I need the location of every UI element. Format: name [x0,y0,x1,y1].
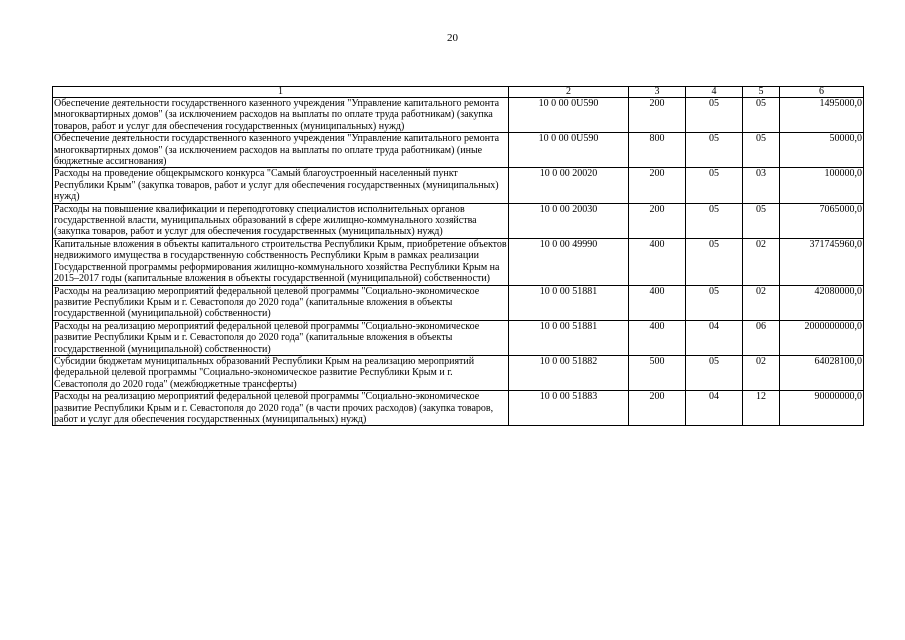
subsection-cell: 05 [743,98,780,133]
table-row [53,285,864,320]
section-cell: 05 [686,285,743,320]
expense-name-cell: Обеспечение деятельности государственного казенного учреждения "Управление капитального ремонта многоквартирных домов" (за исключением расходов на выплаты по оплате труда работникам) (закупка товаров, работ и услуг для обеспечения государственных (муниципальных) нужд) [53,98,509,133]
amount-cell: 50000,0 [780,133,864,168]
section-cell: 04 [686,391,743,426]
expense-type-cell: 200 [629,391,686,426]
expense-name-cell: Расходы на реализацию мероприятий федеральной целевой программы "Социально-экономическое развитие Республики Крым и г. Севастополя до 2020 года" (капитальные вложения в объекты государственной (муниципальной) собственности) [53,285,509,320]
subsection-cell: 03 [743,168,780,203]
expense-name-cell: Расходы на проведение общекрымского конкурса "Самый благоустроенный населенный пункт Республики Крым" (закупка товаров, работ и услуг для обеспечения государственных (муниципальных) нужд) [53,168,509,203]
table-row [53,355,864,390]
target-code-cell: 10 0 00 51882 [509,355,629,390]
expense-name-cell: Расходы на реализацию мероприятий федеральной целевой программы "Социально-экономическое развитие Республики Крым и г. Севастополя до 2020 года" (капитальные вложения в объекты государственной (муниципальной) собственности) [53,320,509,355]
table-header-row [53,87,864,98]
budget-table [52,86,864,426]
section-cell: 05 [686,355,743,390]
amount-cell: 42080000,0 [780,285,864,320]
expense-type-cell: 400 [629,238,686,285]
expense-name-cell: Обеспечение деятельности государственного казенного учреждения "Управление капитального ремонта многоквартирных домов" (за исключением расходов на выплаты по оплате труда работникам) (иные бюджетные ассигнования) [53,133,509,168]
section-cell: 05 [686,98,743,133]
subsection-cell: 06 [743,320,780,355]
section-cell: 05 [686,238,743,285]
subsection-cell: 02 [743,355,780,390]
subsection-cell: 12 [743,391,780,426]
amount-cell: 2000000000,0 [780,320,864,355]
target-code-cell: 10 0 00 20020 [509,168,629,203]
table-row [53,133,864,168]
subsection-cell: 02 [743,238,780,285]
expense-name-cell: Расходы на реализацию мероприятий федеральной целевой программы "Социально-экономическое развитие Республики Крым и г. Севастополя до 2020 года" (в части прочих расходов) (закупка товаров, работ и услуг для обеспечения государственных (муниципальных) нужд) [53,391,509,426]
section-cell: 04 [686,320,743,355]
section-cell: 05 [686,203,743,238]
subsection-cell: 02 [743,285,780,320]
column-header: 4 [686,87,743,98]
table-row [53,203,864,238]
expense-name-cell: Капитальные вложения в объекты капитального строительства Республики Крым, приобретение объектов недвижимого имущества в государственную собственность Республики Крым в рамках реализации Государственной программы реформирования жилищно-коммунального хозяйства Республики Крым на 2015–2017 годы (капитальные вложения в объекты государственной (муниципальной) собственности) [54,238,507,285]
expense-type-cell: 800 [629,133,686,168]
column-header: 3 [629,87,686,98]
target-code-cell: 10 0 00 20030 [509,203,629,238]
expense-type-cell: 400 [629,285,686,320]
subsection-cell: 05 [743,133,780,168]
target-code-cell: 10 0 00 51883 [509,391,629,426]
table-row [53,320,864,355]
expense-name-cell: Субсидии бюджетам муниципальных образований Республики Крым на реализацию мероприятий федеральной целевой программы "Социально-экономическое развитие Республики Крым и г. Севастополя до 2020 года" (межбюджетные трансферты) [53,355,509,390]
target-code-cell: 10 0 00 51881 [509,320,629,355]
column-header: 2 [509,87,629,98]
amount-cell: 64028100,0 [780,355,864,390]
amount-cell: 7065000,0 [780,203,864,238]
expense-type-cell: 200 [629,98,686,133]
expense-type-cell: 400 [629,320,686,355]
target-code-cell: 10 0 00 0U590 [509,98,629,133]
subsection-cell: 05 [743,203,780,238]
expense-type-cell: 500 [629,355,686,390]
amount-cell: 1495000,0 [780,98,864,133]
target-code-cell: 10 0 00 0U590 [509,133,629,168]
amount-cell: 90000000,0 [780,391,864,426]
expense-type-cell: 200 [629,203,686,238]
expense-type-cell: 200 [629,168,686,203]
expense-name-cell: Расходы на повышение квалификации и переподготовку специалистов исполнительных органов государственной власти, муниципальных образований в сфере жилищно-коммунального хозяйства (закупка товаров, работ и услуг для обеспечения государственных (муниципальных) нужд) [53,203,509,238]
page-number: 20 [447,32,458,44]
amount-cell: 371745960,0 [780,238,864,285]
target-code-cell: 10 0 00 51881 [509,285,629,320]
column-header: 6 [780,87,864,98]
table-row [53,98,864,133]
section-cell: 05 [686,168,743,203]
section-cell: 05 [686,133,743,168]
table-row [53,238,864,285]
column-header: 1 [53,87,509,98]
table-row [53,391,864,426]
target-code-cell: 10 0 00 49990 [509,238,629,285]
amount-cell: 100000,0 [780,168,864,203]
table-row [53,168,864,203]
column-header: 5 [743,87,780,98]
